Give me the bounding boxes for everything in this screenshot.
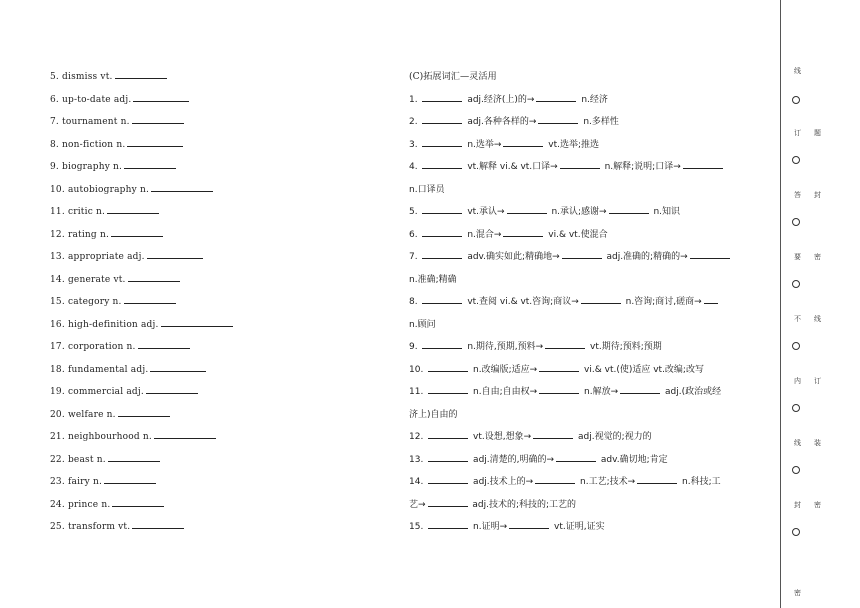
extension-item [409,426,754,449]
item-text: adj.准确的;精确的→ [603,252,688,262]
answer-blank[interactable] [422,114,462,124]
binding-hole [792,280,800,288]
vocab-term: 17. corporation n. [50,342,136,352]
binding-hole [792,342,800,350]
answer-blank[interactable] [556,452,596,462]
binding-mark: 订 [814,377,821,385]
extension-item [409,516,754,539]
answer-blank[interactable] [115,69,167,79]
answer-blank[interactable] [428,362,468,372]
item-text: adj.(政治或经 [662,387,722,397]
item-text: 5. [409,207,421,217]
vocab-term: 7. tournament n. [50,117,130,127]
vocabulary-list-left [50,66,380,539]
extension-item [409,111,754,134]
binding-mark: 不 [794,315,801,323]
extension-item [409,494,754,517]
answer-blank[interactable] [428,452,468,462]
item-text: adj.清楚的,明确的→ [470,454,555,465]
binding-mark: 题 [814,129,821,137]
vocab-term: 6. up-to-date adj. [50,94,132,105]
binding-mark: 封 [814,191,821,199]
vocab-term: 19. commercial adj. [50,387,144,397]
answer-blank[interactable] [538,114,578,124]
binding-mark: 要 [794,253,801,261]
answer-blank[interactable] [422,227,462,237]
extension-item [409,449,754,472]
answer-blank[interactable] [108,452,160,462]
item-text: 2. [409,117,421,127]
item-text: adj.经济(上)的→ [464,94,535,105]
vocab-item [50,134,380,157]
item-text: 6. [409,229,421,240]
item-text: adj.视觉的;视力的 [575,432,652,442]
binding-mark: 订 [794,129,801,137]
answer-blank[interactable] [581,294,621,304]
item-text: n.准确;精确 [409,274,457,285]
item-text: 10. [409,364,427,375]
binding-hole [792,96,800,104]
extension-item [409,156,754,179]
item-text: n.承认;感谢→ [548,207,607,217]
vocab-item [50,449,380,472]
answer-blank[interactable] [107,204,159,214]
item-text: 1. [409,94,421,105]
item-text: 艺→ [409,499,426,510]
item-text: vt.选举;推选 [545,139,600,150]
answer-blank[interactable] [683,159,723,169]
answer-blank[interactable] [637,474,677,484]
answer-blank[interactable] [428,497,468,507]
item-text: 11. [409,387,427,397]
vocab-term: 18. fundamental adj. [50,364,149,375]
answer-blank[interactable] [118,407,170,417]
vocab-item [50,336,380,359]
answer-blank[interactable] [503,137,543,147]
vocab-item [50,201,380,224]
answer-blank[interactable] [428,519,468,529]
vocab-item [50,314,380,337]
answer-blank[interactable] [428,474,468,484]
binding-mark: 密 [814,501,821,509]
item-text: 7. [409,252,421,262]
answer-blank[interactable] [535,474,575,484]
answer-blank[interactable] [138,339,190,349]
binding-mark: 密 [814,253,821,261]
binding-line [780,0,781,608]
binding-hole [792,218,800,226]
binding-hole [792,404,800,412]
vocab-term: 15. category n. [50,297,122,307]
item-text: n.科技;工 [679,477,721,487]
item-text: 14. [409,477,427,487]
binding-hole [792,156,800,164]
answer-blank[interactable] [151,182,213,192]
extension-item [409,381,754,404]
answer-blank[interactable] [146,384,198,394]
answer-blank[interactable] [422,137,462,147]
answer-blank[interactable] [536,92,576,102]
item-text: 济上)自由的 [409,409,458,420]
vocab-term: 10. autobiography n. [50,184,150,195]
item-text: vt.查阅 vi.& vt.咨询;商议→ [464,297,579,307]
answer-blank[interactable] [422,249,462,259]
binding-mark: 封 [794,501,801,509]
answer-blank[interactable] [609,204,649,214]
answer-blank[interactable] [124,294,176,304]
vocab-item [50,224,380,247]
answer-blank[interactable] [704,294,718,304]
item-text: 15. [409,522,427,532]
vocab-term: 14. generate vt. [50,274,126,285]
binding-hole [792,528,800,536]
extension-item [409,224,754,247]
item-text: adv.确实如此;精确地→ [464,252,560,262]
answer-blank[interactable] [509,519,549,529]
extension-item [409,246,754,269]
vocab-term: 5. dismiss vt. [50,72,113,82]
vocab-item [50,494,380,517]
vocab-term: 16. high-definition adj. [50,319,159,330]
vocab-item [50,516,380,539]
answer-blank[interactable] [132,114,184,124]
answer-blank[interactable] [428,384,468,394]
answer-blank[interactable] [422,92,462,102]
binding-mark: 线 [814,315,821,323]
item-text: n.知识 [650,207,681,217]
extension-item [409,201,754,224]
item-text: n.期待,预期,预料→ [464,342,544,352]
vocab-item [50,426,380,449]
vocab-item [50,381,380,404]
binding-margin [784,0,860,608]
item-text: n.顾问 [409,319,436,330]
item-text: 13. [409,454,427,465]
answer-blank[interactable] [128,272,180,282]
item-text: n.混合→ [464,229,502,240]
answer-blank[interactable] [690,249,730,259]
vocab-term: 13. appropriate adj. [50,252,145,262]
answer-blank[interactable] [422,204,462,214]
item-text: 9. [409,342,421,352]
vocab-term: 21. neighbourhood n. [50,432,152,442]
answer-blank[interactable] [111,227,163,237]
binding-mark: 线 [794,67,801,75]
item-text: n.证明→ [470,522,508,532]
item-text: vt.解释 vi.& vt.口译→ [464,162,558,172]
vocab-item [50,269,380,292]
answer-blank[interactable] [539,362,579,372]
item-text: n.工艺;技术→ [577,477,636,487]
vocab-term: 8. non-fiction n. [50,139,126,150]
binding-mark: 线 [794,439,801,447]
item-text: 8. [409,297,421,307]
vocab-term: 9. biography n. [50,162,123,172]
answer-blank[interactable] [147,249,203,259]
item-text: adj.技术上的→ [470,477,534,487]
item-text: adj.各种各样的→ [464,117,537,127]
extension-item [409,179,754,202]
vocab-item [50,66,380,89]
extension-item [409,404,754,427]
extension-item [409,471,754,494]
extension-item [409,269,754,292]
extension-item [409,359,754,382]
extension-item [409,314,754,337]
item-text: n.口译员 [409,184,445,195]
answer-blank[interactable] [562,249,602,259]
extension-item [409,89,754,112]
item-text: vt.设想,想象→ [470,432,532,442]
vocab-item [50,89,380,112]
item-text: vi.& vt.使混合 [545,229,608,240]
answer-blank[interactable] [422,159,462,169]
vocab-term: 22. beast n. [50,454,106,465]
vocab-item [50,156,380,179]
vocab-term: 24. prince n. [50,499,111,510]
item-text: n.经济 [578,94,608,105]
item-text: vt.承认→ [464,207,505,217]
extension-item [409,134,754,157]
item-text: n.多样性 [580,117,619,127]
answer-blank[interactable] [620,384,660,394]
vocab-item [50,471,380,494]
vocab-term: 20. welfare n. [50,409,116,420]
binding-mark: 答 [794,191,801,199]
extension-item [409,291,754,314]
answer-blank[interactable] [533,429,573,439]
vocab-term: 12. rating n. [50,229,110,240]
answer-blank[interactable] [104,474,156,484]
answer-blank[interactable] [161,317,233,327]
answer-blank[interactable] [545,339,585,349]
item-text: adj.技术的;科技的;工艺的 [469,499,577,510]
vocab-item [50,111,380,134]
answer-blank[interactable] [133,92,189,102]
vocab-term: 23. fairy n. [50,477,103,487]
item-text: vi.& vt.(使)适应 vt.改编;改写 [581,364,704,375]
vocab-item [50,404,380,427]
answer-blank[interactable] [422,294,462,304]
answer-blank[interactable] [503,227,543,237]
binding-mark: 密 [794,589,801,597]
answer-blank[interactable] [150,362,206,372]
answer-blank[interactable] [132,519,184,529]
item-text: adv.确切地;肯定 [598,454,668,465]
vocab-item [50,291,380,314]
vocab-term: 11. critic n. [50,207,106,217]
answer-blank[interactable] [124,159,176,169]
item-text: n.自由;自由权→ [470,387,538,397]
answer-blank[interactable] [112,497,164,507]
vocab-item [50,179,380,202]
item-text: n.解释;说明;口译→ [601,162,681,172]
item-text: 3. [409,139,421,150]
item-text: 12. [409,432,427,442]
item-text: vt.期待;预料;预期 [587,342,662,352]
answer-blank[interactable] [428,429,468,439]
item-text: vt.证明,证实 [551,522,605,532]
item-text: n.选举→ [464,139,502,150]
answer-blank[interactable] [422,339,462,349]
answer-blank[interactable] [539,384,579,394]
binding-mark: 内 [794,377,801,385]
vocab-term: 25. transform vt. [50,522,131,532]
binding-hole [792,466,800,474]
vocabulary-list-right [409,66,754,539]
section-title: (C)拓展词汇—灵活用 [409,71,497,82]
answer-blank[interactable] [127,137,183,147]
answer-blank[interactable] [154,429,216,439]
item-text: n.解放→ [581,387,619,397]
extension-item [409,336,754,359]
item-text: n.咨询;商讨,磋商→ [622,297,702,307]
item-text: 4. [409,162,421,172]
binding-mark: 装 [814,439,821,447]
answer-blank[interactable] [560,159,600,169]
vocab-item [50,246,380,269]
vocab-item [50,359,380,382]
item-text: n.改编版;适应→ [470,364,538,375]
answer-blank[interactable] [507,204,547,214]
